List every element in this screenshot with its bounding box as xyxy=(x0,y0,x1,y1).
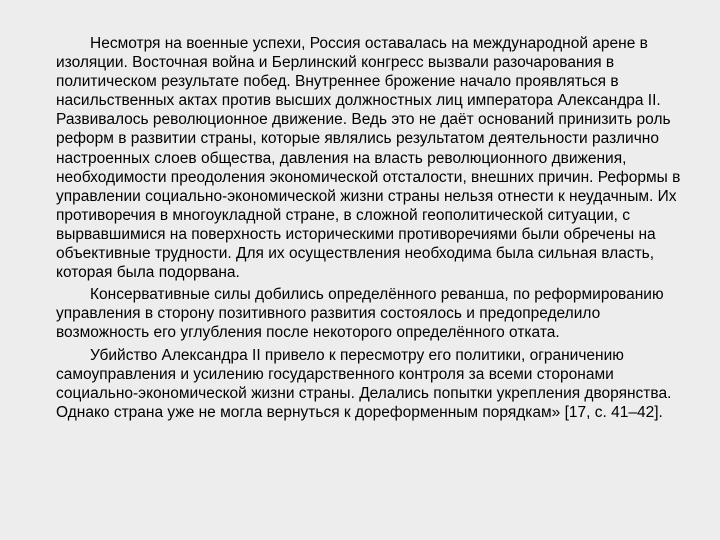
text-body xyxy=(56,34,696,422)
paragraph-1: Несмотря на военные успехи, Россия оставалась на международной арене в изоляции. Восточная война и Берлинский конгресс вызвали разочарования в политическом результате побед. Внутреннее брожение начало проявляться в насильственных актах против высших должностных лиц императора Александра II. Развивалось революционное движение. Ведь это не даёт оснований принизить роль реформ в развитии страны, которые являлись результатом деятельности различно настроенных слоев общества, давления на власть революционного движения, необходимости преодоления экономической отсталости, внешних причин. Реформы в управлении социально-экономической жизни страны нельзя отнести к неудачным. Их противоречия в многоукладной стране, в сложной геополитической ситуации, с вырвавшимися на поверхность историческими противоречиями были обречены на объективные трудности. Для их осуществления необходима была сильная власть, которая была подорвана. xyxy=(56,35,681,282)
paragraph-3: Убийство Александра II привело к пересмотру его политики, ограничению самоуправления и усилению государственного контроля за всеми сторонами социально-экономической жизни страны. Делались попытки укрепления дворянства. Однако страна уже не могла вернуться к дореформенным порядкам» [17, с. 41–42]. xyxy=(56,346,672,421)
paragraph-2: Консервативные силы добились определённого реванша, по реформированию управления в сторону позитивного развития состоялось и предопределило возможность его углубления после некоторого определённого отката. xyxy=(56,286,664,342)
